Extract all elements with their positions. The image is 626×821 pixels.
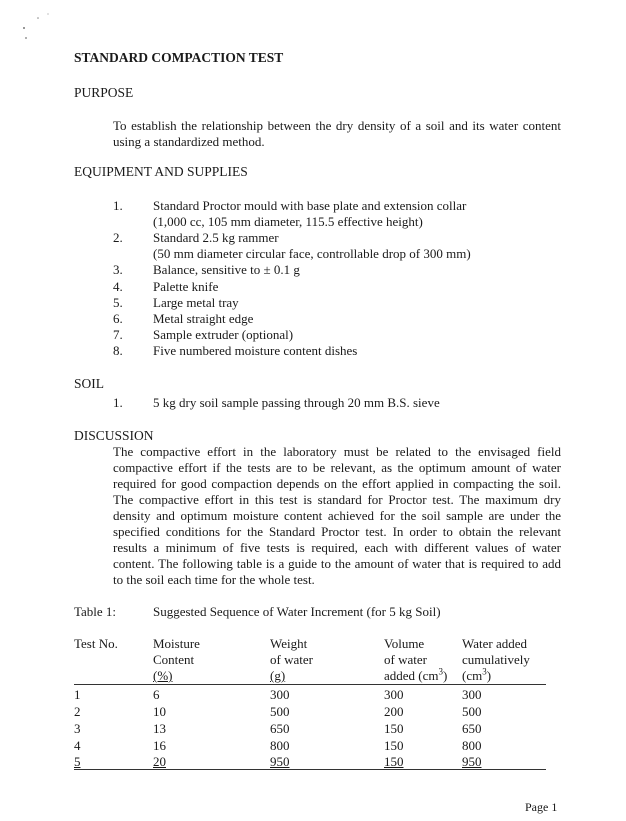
list-number: 5. <box>113 295 123 310</box>
cell-weight: 300 <box>270 687 290 702</box>
purpose-text: To establish the relationship between the dry density of a soil and its water content using a standardized method. <box>113 118 561 149</box>
list-number: 8. <box>113 343 123 358</box>
cell-cumulative: 500 <box>462 704 482 719</box>
list-number: 7. <box>113 327 123 342</box>
cell-volume: 300 <box>384 687 404 702</box>
header-weight-unit: (g) <box>270 668 286 683</box>
list-text: Standard Proctor mould with base plate and extension collar <box>153 198 467 213</box>
discussion-heading: DISCUSSION <box>74 428 154 443</box>
discussion-text: The compactive effort in the laboratory must be related to the envisaged field compactive effort if the tests are to be relevant, as the optimum amount of water required for good compaction depends on the effort applied in compacting the soil. The compactive effort in this test is standard for Proctor test. The maximum dry density and optimum moisture content achieved for the soil sample are under the specified conditions for the Standard Proctor test. In order to obtain the relevant results a minimum of five tests is required, each with different values of water content. The following table is a guide to the amount of water that is required to add to the soil each time for the whole test. <box>113 444 561 587</box>
header-water-added: Water added <box>462 636 527 651</box>
cell-cumulative: 800 <box>462 738 482 753</box>
list-number: 1. <box>113 198 123 213</box>
header-volume: Volume <box>384 636 425 651</box>
cell-test-no: 5 <box>74 754 81 769</box>
table-label: Table 1: <box>74 604 117 619</box>
list-number: 3. <box>113 262 123 277</box>
cell-weight: 950 <box>270 754 290 769</box>
cell-volume: 150 <box>384 738 404 753</box>
cell-volume: 200 <box>384 704 404 719</box>
cell-test-no: 4 <box>74 738 81 753</box>
cell-test-no: 3 <box>74 721 81 736</box>
cell-cumulative: 300 <box>462 687 482 702</box>
header-volume-2: of water <box>384 652 427 667</box>
header-moisture-unit: (%) <box>153 668 173 683</box>
header-moisture-2: Content <box>153 652 195 667</box>
soil-heading: SOIL <box>74 376 104 391</box>
table-bottom-rule <box>74 769 546 770</box>
list-text: Metal straight edge <box>153 311 254 326</box>
header-volume-unit: added $(cm^3)$ <box>384 666 448 683</box>
list-text: Sample extruder (optional) <box>153 327 294 342</box>
list-number: 2. <box>113 230 123 245</box>
list-text: Balance, sensitive to ± 0.1 g <box>153 262 300 277</box>
page-title: STANDARD COMPACTION TEST <box>74 50 284 65</box>
page-number: Page 1 <box>525 800 558 814</box>
equipment-heading: EQUIPMENT AND SUPPLIES <box>74 164 248 179</box>
cell-weight: 650 <box>270 721 290 736</box>
cell-moisture: 13 <box>153 721 166 736</box>
header-water-added-unit: $(cm^3)$ <box>462 666 492 683</box>
cell-cumulative: 650 <box>462 721 482 736</box>
header-water-added-2: cumulatively <box>462 652 530 667</box>
cell-test-no: 2 <box>74 704 81 719</box>
header-moisture: Moisture <box>153 636 200 651</box>
list-text: Palette knife <box>153 279 219 294</box>
header-test-no: Test No. <box>74 636 118 651</box>
list-text: (50 mm diameter circular face, controllable drop of 300 mm) <box>153 246 471 261</box>
list-text: Five numbered moisture content dishes <box>153 343 358 358</box>
cell-volume: 150 <box>384 721 404 736</box>
cell-moisture: 16 <box>153 738 166 753</box>
cell-test-no: 1 <box>74 687 81 702</box>
cell-volume: 150 <box>384 754 404 769</box>
table-caption: Suggested Sequence of Water Increment (for 5 kg Soil) <box>153 604 441 619</box>
list-text: Large metal tray <box>153 295 239 310</box>
cell-moisture: 10 <box>153 704 166 719</box>
header-weight-2: of water <box>270 652 313 667</box>
table-header-rule <box>74 684 546 685</box>
list-text: 5 kg dry soil sample passing through 20 mm B.S. sieve <box>153 395 440 410</box>
cell-weight: 500 <box>270 704 290 719</box>
header-weight: Weight <box>270 636 308 651</box>
scan-specks <box>20 10 60 50</box>
purpose-heading: PURPOSE <box>74 85 134 100</box>
cell-cumulative: 950 <box>462 754 482 769</box>
list-text: (1,000 cc, 105 mm diameter, 115.5 effective height) <box>153 214 423 229</box>
list-number: 6. <box>113 311 123 326</box>
list-number: 1. <box>113 395 123 410</box>
cell-moisture: 6 <box>153 687 160 702</box>
cell-weight: 800 <box>270 738 290 753</box>
cell-moisture: 20 <box>153 754 166 769</box>
list-number: 4. <box>113 279 123 294</box>
list-text: Standard 2.5 kg rammer <box>153 230 279 245</box>
